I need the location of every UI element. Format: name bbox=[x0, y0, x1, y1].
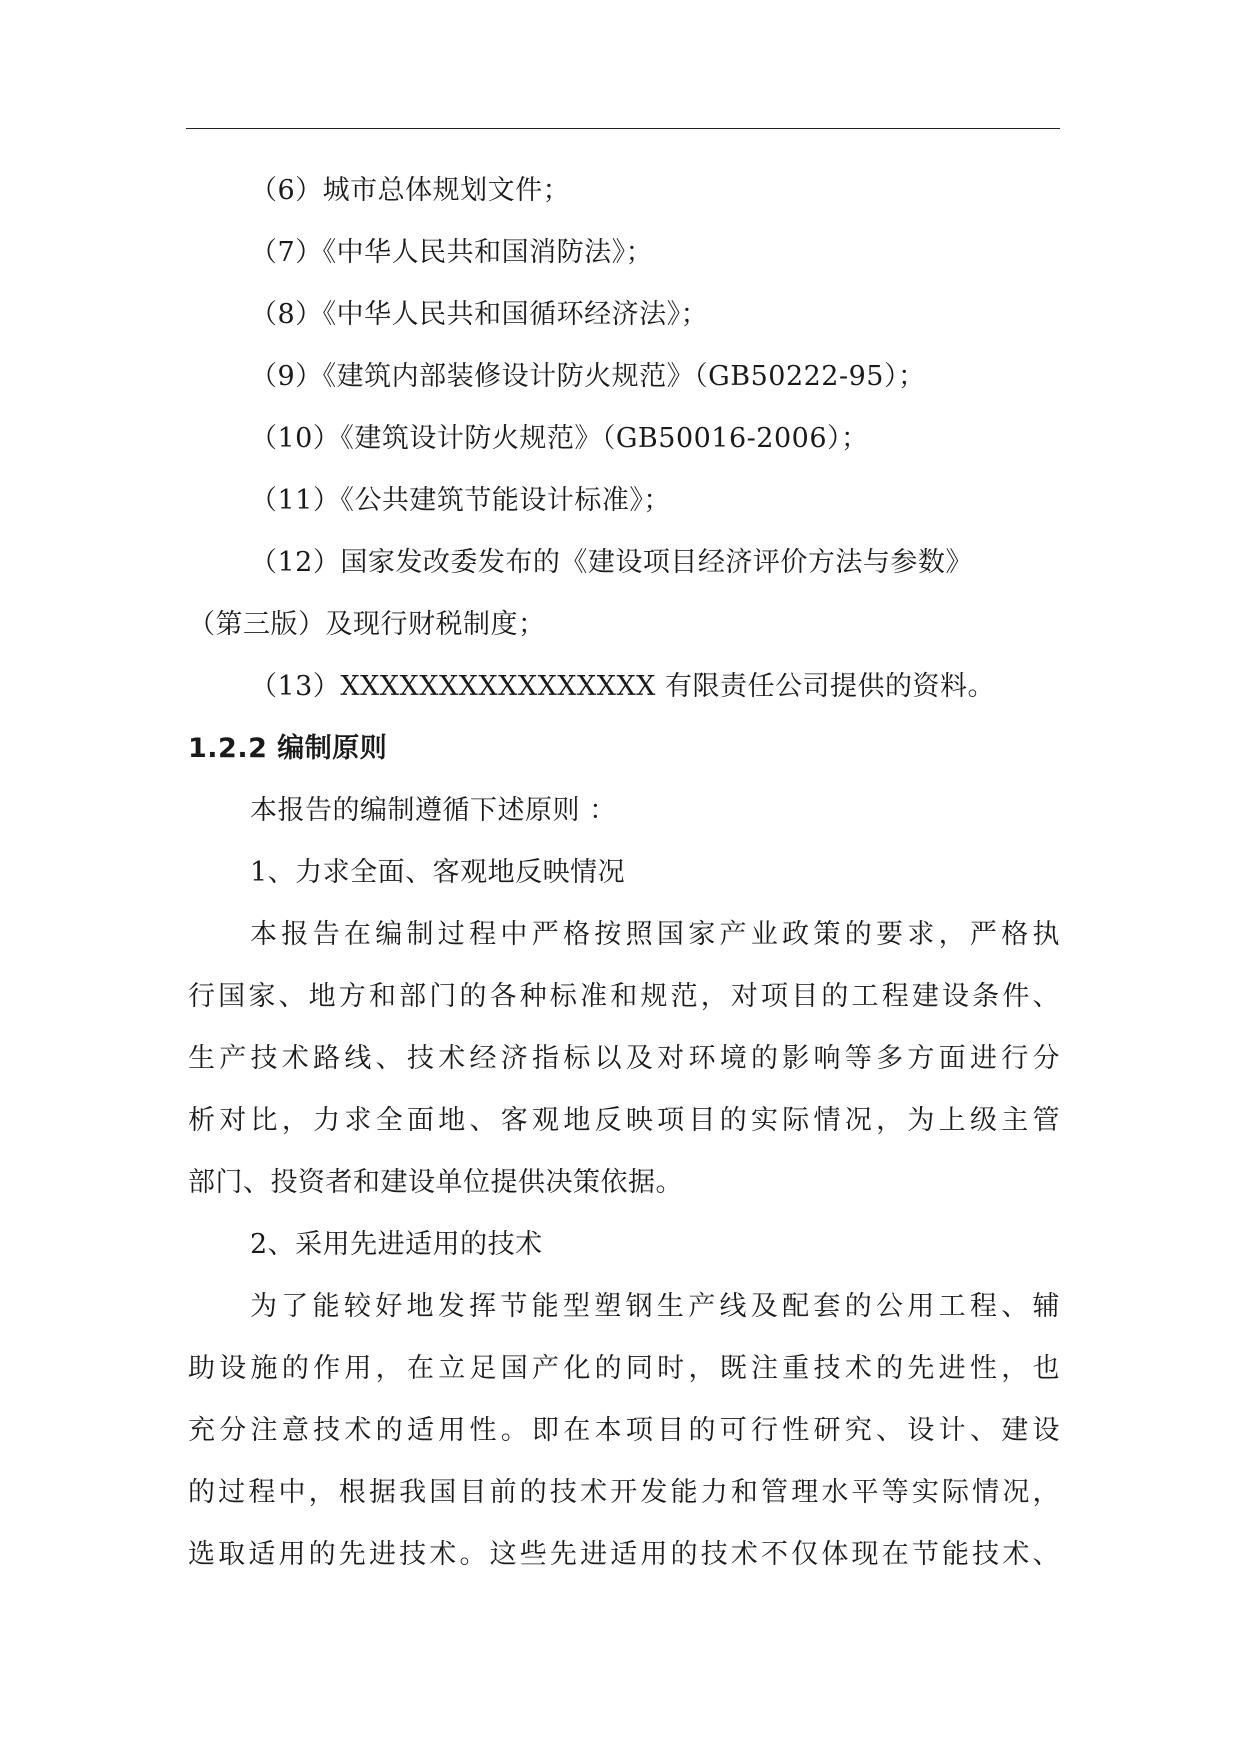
principle-1-paragraph-line: 部门、投资者和建设单位提供决策依据。 bbox=[188, 1167, 683, 1198]
principle-1-paragraph-line: 生产技术路线、技术经济指标以及对环境的影响等多方面进行分 bbox=[188, 1043, 1060, 1074]
reference-item-6: （6）城市总体规划文件； bbox=[250, 175, 571, 206]
reference-item-10: （10）《建筑设计防火规范》（GB50016-2006）； bbox=[250, 423, 869, 454]
reference-item-7: （7）《中华人民共和国消防法》； bbox=[250, 237, 654, 268]
header-rule bbox=[186, 128, 1060, 129]
reference-item-12: （12）国家发改委发布的《建设项目经济评价方法与参数》 bbox=[250, 547, 973, 578]
principle-2-paragraph-line: 为了能较好地发挥节能型塑钢生产线及配套的公用工程、辅 bbox=[250, 1291, 1060, 1322]
principle-1-paragraph-line: 析对比，力求全面地、客观地反映项目的实际情况，为上级主管 bbox=[188, 1105, 1060, 1136]
reference-item-11: （11）《公共建筑节能设计标准》； bbox=[250, 485, 671, 516]
reference-item-9: （9）《建筑内部装修设计防火规范》（GB50222-95）； bbox=[250, 361, 926, 392]
reference-item-8: （8）《中华人民共和国循环经济法》； bbox=[250, 299, 709, 330]
principle-2-paragraph-line: 选取适用的先进技术。这些先进适用的技术不仅体现在节能技术、 bbox=[188, 1539, 1060, 1570]
principle-1-paragraph-line: 本报告在编制过程中严格按照国家产业政策的要求，严格执 bbox=[250, 919, 1060, 950]
principle-1-title: 1、力求全面、客观地反映情况 bbox=[250, 857, 626, 888]
reference-item-12-continued: （第三版）及现行财税制度； bbox=[188, 609, 546, 640]
principle-1-paragraph-line: 行国家、地方和部门的各种标准和规范，对项目的工程建设条件、 bbox=[188, 981, 1060, 1012]
principle-2-paragraph-line: 的过程中，根据我国目前的技术开发能力和管理水平等实际情况， bbox=[188, 1477, 1060, 1508]
page-content bbox=[188, 160, 1060, 1586]
principle-2-paragraph-line: 充分注意技术的适用性。即在本项目的可行性研究、设计、建设 bbox=[188, 1415, 1060, 1446]
principle-2-title: 2、采用先进适用的技术 bbox=[250, 1229, 543, 1260]
section-intro: 本报告的编制遵循下述原则 ： bbox=[250, 795, 617, 826]
reference-item-13: （13）XXXXXXXXXXXXXXXX 有限责任公司提供的资料。 bbox=[250, 671, 995, 702]
principle-2-paragraph-line: 助设施的作用，在立足国产化的同时，既注重技术的先进性，也 bbox=[188, 1353, 1060, 1384]
section-heading: 1.2.2 编制原则 bbox=[188, 733, 388, 764]
